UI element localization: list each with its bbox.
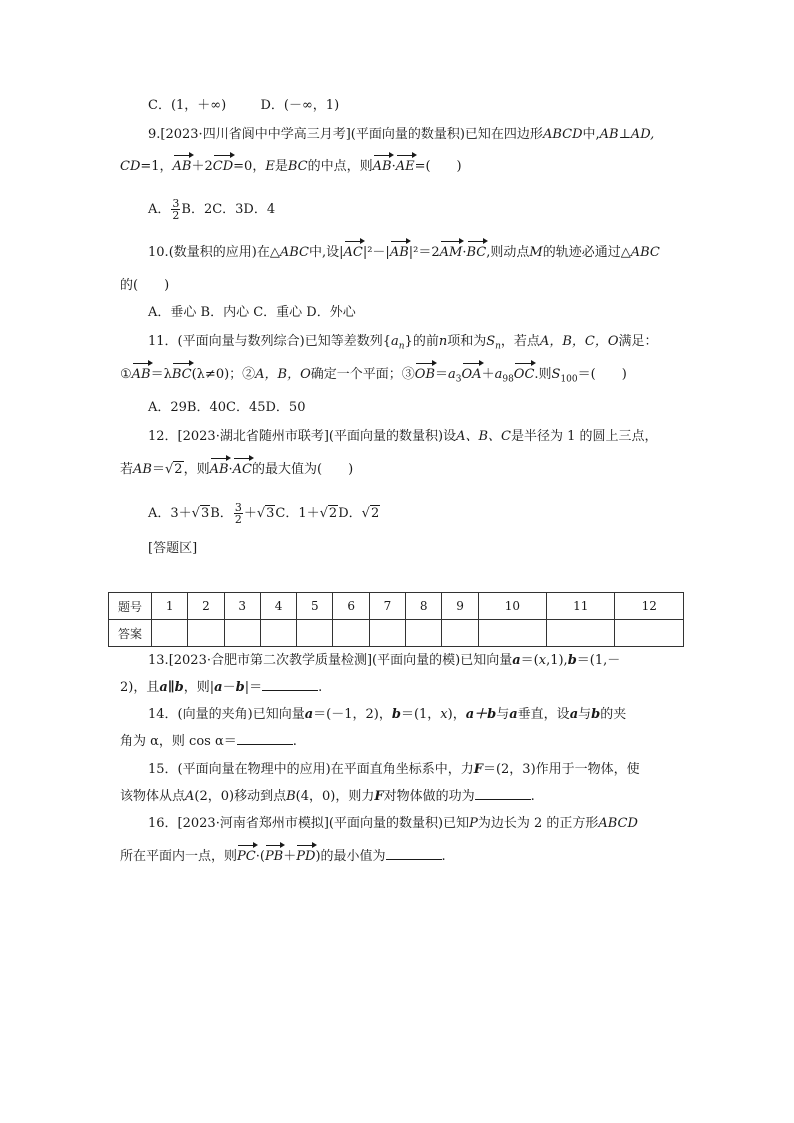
q15-line2-b: (2，0)移动到点: [194, 789, 287, 804]
q9-plus: ＋2: [191, 159, 213, 174]
q9-mid-a: 是: [274, 159, 288, 174]
q12-then: ，则: [183, 462, 210, 477]
sqrt: √3: [191, 506, 210, 521]
points: A，B，C，O: [539, 334, 619, 349]
question-source: [2023·四川省阆中中学高三月考](平面向量的数量积): [160, 127, 465, 142]
force-f: F: [473, 762, 483, 777]
q10-stem-f: 的轨迹必通过△: [542, 245, 631, 260]
q9-eq0: =0，: [233, 159, 266, 174]
vector-b: b: [591, 707, 601, 722]
vector-ab: AB: [389, 245, 409, 260]
vector-b: b: [391, 707, 401, 722]
q11-stem-b: }的前: [404, 334, 439, 349]
points: A、B、C: [456, 429, 511, 444]
vector-ob: OB: [414, 367, 435, 382]
q11-line2: [120, 366, 627, 389]
answer-table: [108, 592, 684, 647]
q11-eq: ＝: [435, 367, 449, 382]
vector-a: a: [509, 707, 518, 722]
fraction-denominator: 2: [172, 209, 180, 222]
question-number: 10.: [148, 245, 169, 260]
q10-stem-e: ,则动点: [486, 245, 530, 260]
circled-one: ①: [120, 367, 132, 382]
sqrt-arg: 3: [266, 506, 275, 521]
q12-tail: 的最大值为( ): [252, 462, 354, 477]
question-number: 14．: [148, 707, 178, 722]
subscript: 100: [560, 374, 578, 385]
q10-line1: [148, 244, 660, 262]
vector-b: b: [235, 680, 245, 695]
answer-cell[interactable]: [188, 620, 224, 647]
vector-sum: a＋b: [465, 707, 497, 722]
vector-ae: AE: [395, 159, 415, 174]
fraction-numerator: 3: [234, 501, 242, 514]
q16-stem-a: 已知: [443, 816, 470, 831]
sum-s: S: [486, 334, 496, 349]
q16-line2-b: )的最小值为: [315, 849, 386, 864]
force-f: F: [374, 789, 384, 804]
segment-ab: AB: [133, 462, 152, 477]
question-source: (数量积的应用): [168, 245, 257, 260]
q10-stem-b: 中,设|: [308, 245, 344, 260]
question-number: 15．: [148, 762, 178, 777]
q12-eq: ＝: [151, 462, 165, 477]
q13-line2-b: ，则|: [183, 680, 215, 695]
vector-cd: CD: [212, 159, 234, 174]
triangle-abc: ABC: [630, 245, 660, 260]
plus: ＋: [243, 506, 257, 521]
vector-pd: PD: [296, 849, 316, 864]
sqrt-arg: 3: [200, 506, 210, 521]
answer-cell[interactable]: [224, 620, 260, 647]
q9-bc: BC: [287, 159, 308, 174]
q15-line2-c: (4，0)，则力: [295, 789, 375, 804]
vector-ac: AC: [343, 245, 363, 260]
answer-cell[interactable]: [442, 620, 478, 647]
term-a: a: [448, 367, 456, 382]
q11-c2-post: 确定一个平面；③: [310, 367, 415, 382]
q13-line2-c: |＝: [244, 680, 263, 695]
q10-stem-d: |²＝2: [408, 245, 440, 260]
q11-c3-post: .则: [534, 367, 552, 382]
q9-stem-b: 中,: [582, 127, 600, 142]
period: .: [441, 849, 446, 864]
q12-if: 若: [120, 462, 134, 477]
question-number-cell: 3: [224, 593, 260, 620]
dot-operator: ·: [462, 245, 467, 260]
sqrt-arg: 2: [174, 462, 183, 477]
q9-stem-a: 已知在四边形: [464, 127, 543, 142]
q9-eq1: =1，: [140, 159, 173, 174]
q9-options-rest: B．2C．3D．4: [181, 202, 276, 217]
question-source: [2023·湖北省随州市联考](平面向量的数量积): [177, 429, 444, 444]
sqrt: √3: [256, 506, 275, 521]
answer-table-answer-row: [109, 620, 684, 647]
answer-cell[interactable]: [297, 620, 333, 647]
period: .: [292, 734, 297, 749]
dot-operator: ·: [228, 462, 233, 477]
question-number-cell: 9: [442, 593, 478, 620]
vector-ac: AC: [232, 462, 253, 477]
question-source: (平面向量在物理中的应用): [177, 762, 331, 777]
q15-stem-a: 在平面直角坐标系中，力: [330, 762, 474, 777]
answer-cell[interactable]: [152, 620, 188, 647]
q13-line1: [148, 652, 620, 670]
q10-stem-c: |²－|: [362, 245, 390, 260]
sqrt-arg: 2: [370, 506, 380, 521]
sqrt: √2: [361, 506, 380, 521]
question-source: [2023·河南省郑州市模拟](平面向量的数量积): [177, 816, 444, 831]
answer-cell[interactable]: [260, 620, 296, 647]
question-number: 13.: [148, 653, 169, 668]
vector-ab: AB: [131, 367, 151, 382]
vector-a: a: [304, 707, 314, 722]
q8-option-c: C．(1，＋∞): [148, 98, 227, 113]
q12-line1: [148, 428, 658, 446]
q9-line1: [148, 126, 654, 144]
q11-c1-post: (λ≠0)；②: [191, 367, 256, 382]
period: .: [530, 789, 535, 804]
answer-cell[interactable]: [547, 620, 615, 647]
q9-line2: [120, 158, 462, 176]
q10-stem-a: 在△: [256, 245, 280, 260]
subscript: n: [398, 341, 405, 352]
q15-line1: [148, 761, 640, 779]
question-number: 12．: [148, 429, 178, 444]
question-number: 9.: [148, 127, 161, 142]
var-x: x: [538, 653, 547, 668]
question-number-cell: 4: [260, 593, 296, 620]
fraction-numerator: 3: [172, 197, 180, 210]
option-c: C．1＋: [275, 506, 320, 521]
subscript: 98: [502, 374, 514, 385]
q8-option-d: D．(－∞，1): [260, 98, 340, 113]
q13-eq-a: ＝(: [520, 653, 539, 668]
vector-pb: PB: [264, 849, 284, 864]
q14-eq-b2: )，: [447, 707, 466, 722]
answer-table-header: 答案: [109, 620, 152, 647]
question-source: (向量的夹角): [177, 707, 253, 722]
q13-eq-b: ＝(1,－: [576, 653, 621, 668]
q14-line2-a: 角为 α，则 cos α＝: [120, 734, 237, 749]
q11-stem-a: 已知等差数列{: [304, 334, 391, 349]
sqrt: √2: [319, 506, 338, 521]
answer-table-header: 题号: [109, 593, 152, 620]
q11-stem-c: 项和为: [447, 334, 487, 349]
subscript: n: [495, 341, 501, 352]
vector-oa: OA: [461, 367, 482, 382]
q13-line2: [120, 679, 322, 697]
question-source: (平面向量与数列综合): [177, 334, 305, 349]
question-number-cell: 6: [333, 593, 369, 620]
q14-line2: [120, 733, 297, 751]
vector-pc: PC: [237, 849, 256, 864]
q11-stem-e: 满足：: [618, 334, 658, 349]
vector-a: a: [214, 680, 223, 695]
q10-line2: 的( ): [120, 278, 170, 293]
answer-cell[interactable]: [369, 620, 405, 647]
sqrt-arg: 2: [328, 506, 338, 521]
question-number: 11．: [148, 334, 178, 349]
var-n: n: [438, 334, 448, 349]
q12-stem-a: 设: [443, 429, 457, 444]
question-number: 16．: [148, 816, 178, 831]
q13-line2-a: 2)，且: [120, 680, 160, 695]
answer-paren: =( ): [414, 159, 462, 174]
vector-bc: BC: [171, 367, 192, 382]
q14-stem-e: 的夹: [600, 707, 627, 722]
points: A，B，O: [255, 367, 311, 382]
q9-mid-b: 的中点，则: [307, 159, 373, 174]
question-number-cell: 7: [369, 593, 405, 620]
q9-quad: ABCD: [542, 127, 583, 142]
answer-blank[interactable]: [237, 734, 293, 745]
q16-line1: [148, 815, 638, 833]
q13-stem-a: 已知向量: [460, 653, 513, 668]
fraction: [234, 502, 243, 525]
fraction-denominator: 2: [234, 513, 242, 526]
subscript: 3: [455, 374, 462, 385]
q16-line2: [120, 848, 446, 866]
plus: ＋: [283, 849, 297, 864]
q12-stem-b: 是半径为 1 的圆上三点，: [510, 429, 658, 444]
q15-line2-d: 对物体做的功为: [383, 789, 475, 804]
q14-stem-d: 与: [578, 707, 592, 722]
question-number-cell: 2: [188, 593, 224, 620]
q15-line2: [120, 788, 535, 806]
term-a: a: [494, 367, 503, 382]
point-b: B: [286, 789, 296, 804]
question-number-cell: 1: [152, 593, 188, 620]
sum-s: S: [551, 367, 561, 382]
answer-cell[interactable]: [478, 620, 546, 647]
fraction: [171, 198, 180, 221]
dot-operator: ·(: [255, 849, 265, 864]
question-number-cell: 11: [547, 593, 615, 620]
term-a: a: [390, 334, 399, 349]
vector-a: a: [569, 707, 579, 722]
q9-cond: AB⊥AD,: [599, 127, 655, 142]
q8-options: [148, 97, 339, 115]
q11-eq: ＝λ: [150, 367, 172, 382]
answer-cell[interactable]: [406, 620, 442, 647]
plus: ＋: [481, 367, 495, 382]
answer-blank[interactable]: [386, 849, 442, 860]
question-number-cell: 5: [297, 593, 333, 620]
question-number-cell: 12: [615, 593, 684, 620]
q14-line1: [148, 706, 626, 724]
q14-stem-a: 已知向量: [252, 707, 305, 722]
q9-options: [148, 198, 275, 221]
vector-ab: AB: [209, 462, 229, 477]
period: .: [318, 680, 323, 695]
q9-point-e: E: [265, 159, 275, 174]
sqrt: √2: [164, 462, 183, 477]
answer-blank[interactable]: [475, 789, 531, 800]
vector-ab: AB: [372, 159, 392, 174]
q15-line2-a: 该物体从点: [120, 789, 186, 804]
vector-am: AM: [439, 245, 463, 260]
q11-stem-d: ，若点: [500, 334, 540, 349]
vector-ab: AB: [172, 159, 192, 174]
option-d-label: D．: [338, 506, 362, 521]
q12-options: [148, 502, 380, 525]
parallel-condition: a∥b: [159, 680, 184, 695]
answer-cell[interactable]: [615, 620, 684, 647]
q14-eq-a: ＝(－1，2)，: [313, 707, 392, 722]
vector-a: a: [512, 653, 521, 668]
var-x: x: [440, 707, 448, 722]
q11-line1: [148, 333, 658, 356]
q12-line2: [120, 461, 353, 479]
vector-b: b: [567, 653, 577, 668]
option-a-label: A．: [148, 202, 171, 217]
vector-oc: OC: [513, 367, 535, 382]
q11-options: A．29B．40C．45D．50: [148, 400, 306, 415]
answer-blank[interactable]: [262, 680, 318, 691]
question-number-cell: 8: [406, 593, 442, 620]
question-number-cell: 10: [478, 593, 546, 620]
answer-table-number-row: [109, 593, 684, 620]
q14-eq-b: ＝(1，: [400, 707, 441, 722]
option-b-label: B．: [210, 506, 233, 521]
q9-cd: CD: [120, 159, 141, 174]
q10-options: A．垂心 B．内心 C．重心 D．外心: [148, 305, 356, 320]
dot-operator: ·: [391, 159, 396, 174]
triangle-abc: ABC: [279, 245, 309, 260]
q14-stem-b: 与: [496, 707, 510, 722]
answer-cell[interactable]: [333, 620, 369, 647]
point-p: P: [469, 816, 478, 831]
minus: －: [222, 680, 236, 695]
point-m: M: [529, 245, 543, 260]
point-a: A: [185, 789, 195, 804]
answer-paren: ＝( ): [577, 367, 627, 382]
square-abcd: ABCD: [598, 816, 638, 831]
q14-stem-c: 垂直，设: [517, 707, 570, 722]
question-source: [2023·合肥市第二次教学质量检测](平面向量的模): [168, 653, 461, 668]
q16-stem-b: 为边长为 2 的正方形: [477, 816, 599, 831]
q13-eq-a2: ,1),: [546, 653, 568, 668]
option-a: A．3＋: [148, 506, 192, 521]
q15-stem-b: ＝(2，3)作用于一物体，使: [482, 762, 640, 777]
vector-bc: BC: [466, 245, 487, 260]
q16-line2-a: 所在平面内一点，则: [120, 849, 238, 864]
answer-area-label: [答题区]: [148, 541, 198, 556]
